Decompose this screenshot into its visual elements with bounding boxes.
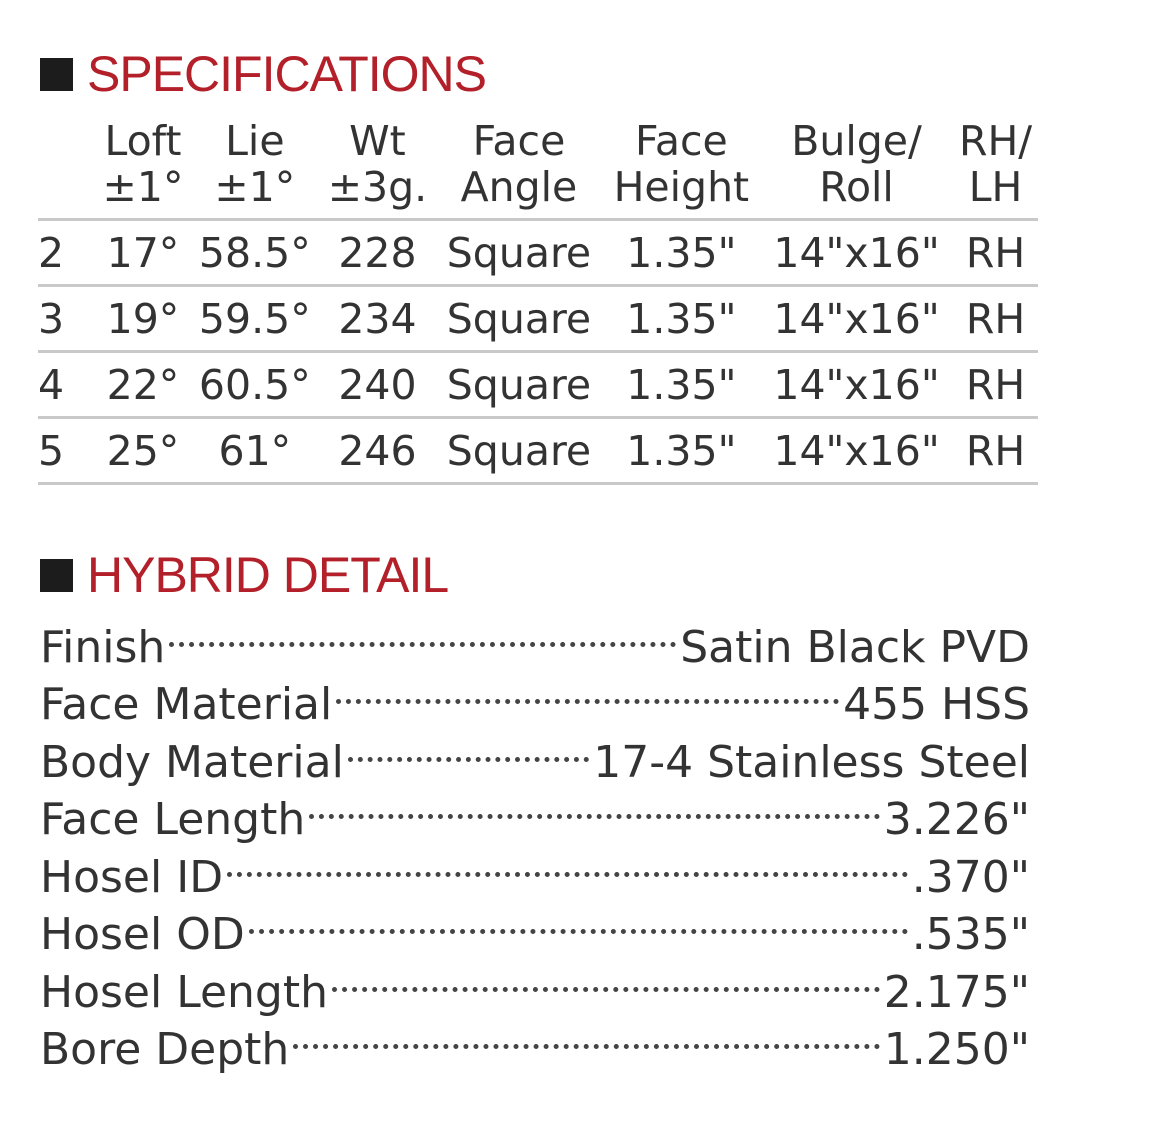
loft-cell: 25° [106,426,180,475]
detail-value: .370" [911,851,1030,903]
detail-value: 2.175" [883,966,1030,1018]
loft-cell: 22° [106,360,180,409]
weight-cell: 228 [338,228,417,277]
lie-cell: 61° [218,426,292,475]
club-number-cell: 3 [38,294,65,343]
loft-cell: 19° [106,294,180,343]
lie-cell: 60.5° [198,360,311,409]
column-header-bulge-roll: Bulge/ Roll [791,117,922,211]
weight-cell: 234 [338,294,417,343]
club-number-cell: 5 [38,426,65,475]
square-bullet-icon [40,559,73,592]
column-header-number [38,118,96,220]
club-number-cell: 4 [38,360,65,409]
square-bullet-icon [40,58,73,91]
detail-label: Face Length [40,794,306,845]
face-height-cell: 1.35" [626,228,737,277]
dot-leader [309,777,880,835]
hand-cell: RH [965,426,1026,475]
face-angle-cell: Square [446,228,592,277]
detail-label: Bore Depth [40,1024,290,1075]
bulge-roll-cell: 14"x16" [773,294,940,343]
detail-label: Hosel OD [40,909,245,960]
dot-leader [332,949,880,1007]
detail-value: 17-4 Stainless Steel [593,736,1030,788]
face-angle-cell: Square [446,360,592,409]
detail-label: Hosel Length [40,966,328,1018]
specifications-title: SPECIFICATIONS [87,46,487,102]
face-height-cell: 1.35" [626,426,737,475]
table-row [38,418,1038,484]
dot-leader [249,892,908,950]
dot-leader [293,1007,879,1065]
hand-cell: RH [965,294,1026,343]
hybrid-detail-list [40,604,1030,1075]
face-height-cell: 1.35" [626,360,737,409]
lie-cell: 59.5° [198,294,311,343]
detail-label: Finish [40,621,166,673]
column-header-face-height: Face Height [613,117,750,211]
lie-cell: 58.5° [198,228,311,277]
dot-leader [169,604,676,662]
bulge-roll-cell: 14"x16" [773,426,940,475]
hybrid-detail-title: HYBRID DETAIL [87,547,449,603]
table-row [38,286,1038,352]
column-header-hand: RH/ LH [958,117,1033,211]
detail-label: Hosel ID [40,851,224,903]
hand-cell: RH [965,228,1026,277]
detail-value: 1.250" [883,1024,1030,1075]
face-height-cell: 1.35" [626,294,737,343]
table-row [38,220,1038,286]
column-header-weight: Wt ±3g. [327,117,428,211]
detail-label: Face Material [40,679,333,730]
dot-leader [336,662,839,720]
specifications-heading [40,47,486,101]
face-angle-cell: Square [446,426,592,475]
bulge-roll-cell: 14"x16" [773,228,940,277]
table-row [38,352,1038,418]
detail-value: Satin Black PVD [680,621,1030,673]
specifications-table [38,118,1038,485]
dot-leader [348,719,589,777]
column-header-face-angle: Face Angle [460,117,578,211]
detail-value: 455 HSS [843,679,1030,730]
club-number-cell: 2 [38,228,65,277]
detail-value: 3.226" [883,794,1030,845]
column-header-loft: Loft ±1° [102,117,184,211]
detail-item-finish [40,604,1030,673]
bulge-roll-cell: 14"x16" [773,360,940,409]
detail-value: .535" [911,909,1030,960]
weight-cell: 240 [338,360,417,409]
table-header-row [38,118,1038,220]
column-header-lie: Lie ±1° [214,117,296,211]
hybrid-detail-heading [40,548,448,602]
weight-cell: 246 [338,426,417,475]
hand-cell: RH [965,360,1026,409]
face-angle-cell: Square [446,294,592,343]
loft-cell: 17° [106,228,180,277]
dot-leader [227,834,908,892]
detail-label: Body Material [40,736,344,788]
